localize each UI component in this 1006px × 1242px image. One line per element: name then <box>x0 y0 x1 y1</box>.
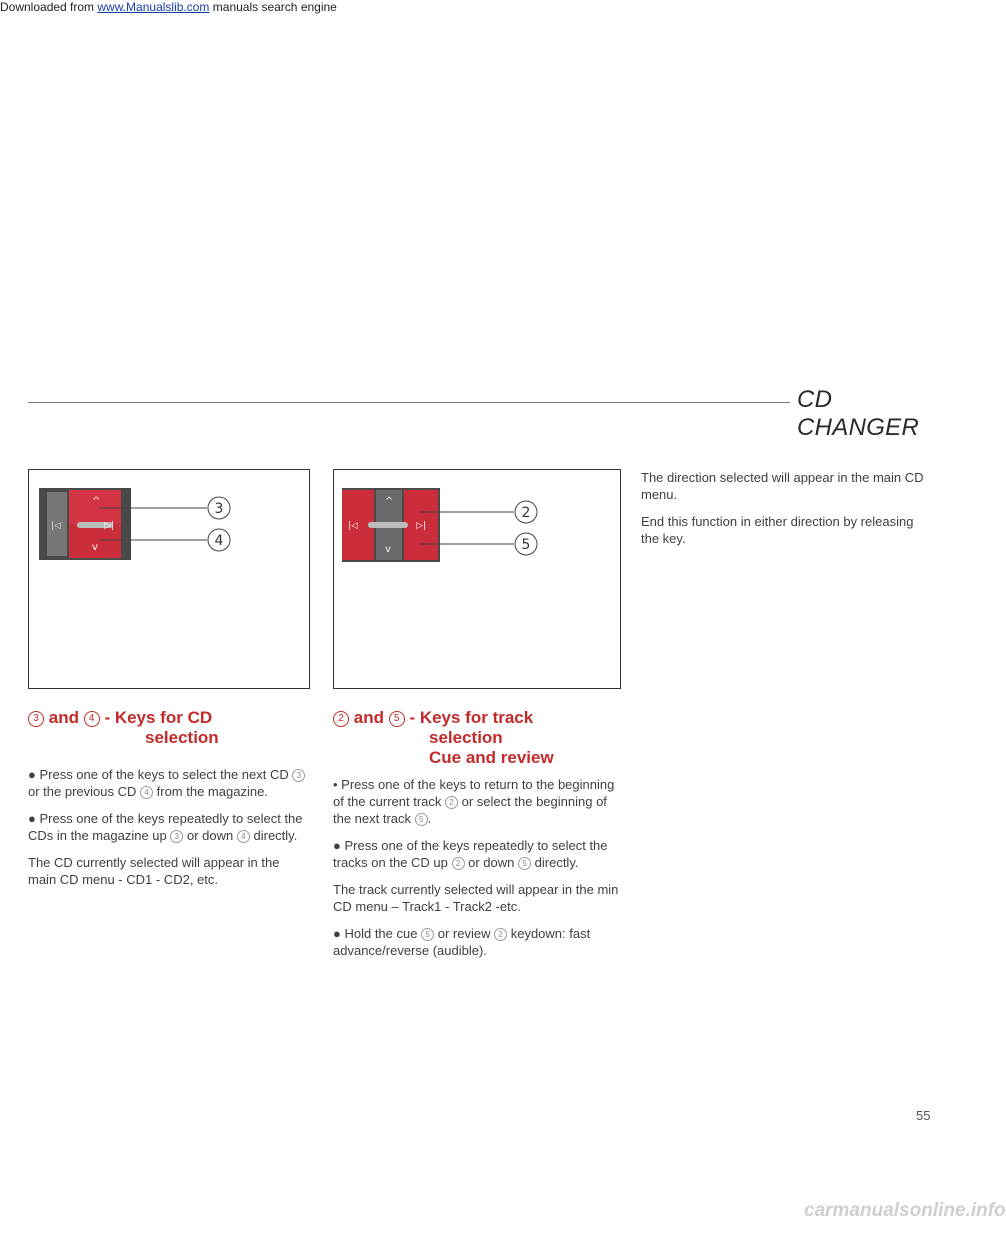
paragraph: The direction selected will appear in the main CD menu. <box>641 470 924 502</box>
paragraph: The track currently selected will appear in the min CD menu – Track1 - Track2 -etc. <box>333 882 619 914</box>
heading-track-selection <box>333 708 623 768</box>
manualslib-link[interactable]: www.Manualslib.com <box>97 0 210 14</box>
heading-and: and <box>48 708 79 727</box>
callout-label-bottom: 4 <box>214 533 224 549</box>
chevron-down-icon: v <box>385 544 391 555</box>
heading-line-2: selection <box>429 728 503 747</box>
center-rocker <box>368 522 408 528</box>
banner-suffix: manuals search engine <box>209 0 337 14</box>
heading-line-2: selection <box>145 728 219 747</box>
figure-cd-selection-keys <box>28 469 310 689</box>
footer-watermark: carmanualsonline.info <box>804 1200 1006 1221</box>
callout-label-bottom: 5 <box>521 537 531 553</box>
left-body-text <box>28 766 311 898</box>
heading-cd-selection <box>28 708 308 748</box>
heading-line-1: - Keys for CD <box>104 708 213 727</box>
key-ref: 2 <box>333 711 349 727</box>
chevron-up-icon: ^ <box>92 496 101 507</box>
section-title: CD CHANGER <box>797 386 920 441</box>
track-keys-illustration <box>334 470 620 688</box>
skip-back-icon: |◁ <box>51 521 61 531</box>
callout-label-top: 3 <box>214 501 224 517</box>
col3-body-text <box>641 469 931 557</box>
key-ref: 5 <box>389 711 405 727</box>
skip-forward-icon: ▷| <box>416 521 426 531</box>
chevron-up-icon: ^ <box>385 496 394 507</box>
bullet-paragraph: ● Press one of the keys repeatedly to select the CDs in the magazine up 3 or down 4 directly. <box>28 811 303 843</box>
bullet-paragraph: ● Hold the cue 5 or review 2 keydown: fast advance/reverse (audible). <box>333 926 591 958</box>
banner-prefix: Downloaded from <box>0 0 98 14</box>
figure-track-selection-keys <box>333 469 621 689</box>
page-number: 55 <box>916 1108 931 1123</box>
download-banner <box>0 0 337 14</box>
bullet-paragraph: ● Press one of the keys to select the next CD 3 or the previous CD 4 from the magazine. <box>28 766 311 800</box>
heading-and: and <box>353 708 384 727</box>
key-ref: 4 <box>84 711 100 727</box>
paragraph: The CD currently selected will appear in the main CD menu - CD1 - CD2, etc. <box>28 855 280 887</box>
right-body-text <box>333 776 620 969</box>
heading-line-1: - Keys for track <box>409 708 534 727</box>
paragraph: End this function in either direction by releasing the key. <box>641 514 914 546</box>
header-rule <box>28 402 790 403</box>
bullet-paragraph: ● Press one of the keys repeatedly to select the tracks on the CD up 2 or down 5 directly. <box>333 838 608 870</box>
callout-label-top: 2 <box>521 505 531 521</box>
cd-keys-illustration <box>29 470 309 688</box>
bullet-paragraph: • Press one of the keys to return to the beginning of the current track 2 or select the beginning of the next track 5 . <box>333 777 615 826</box>
skip-forward-icon: ▷| <box>104 521 114 531</box>
heading-line-3: Cue and review <box>429 748 554 767</box>
skip-back-icon: |◁ <box>348 521 358 531</box>
chevron-down-icon: v <box>92 542 98 553</box>
key-ref: 3 <box>28 711 44 727</box>
